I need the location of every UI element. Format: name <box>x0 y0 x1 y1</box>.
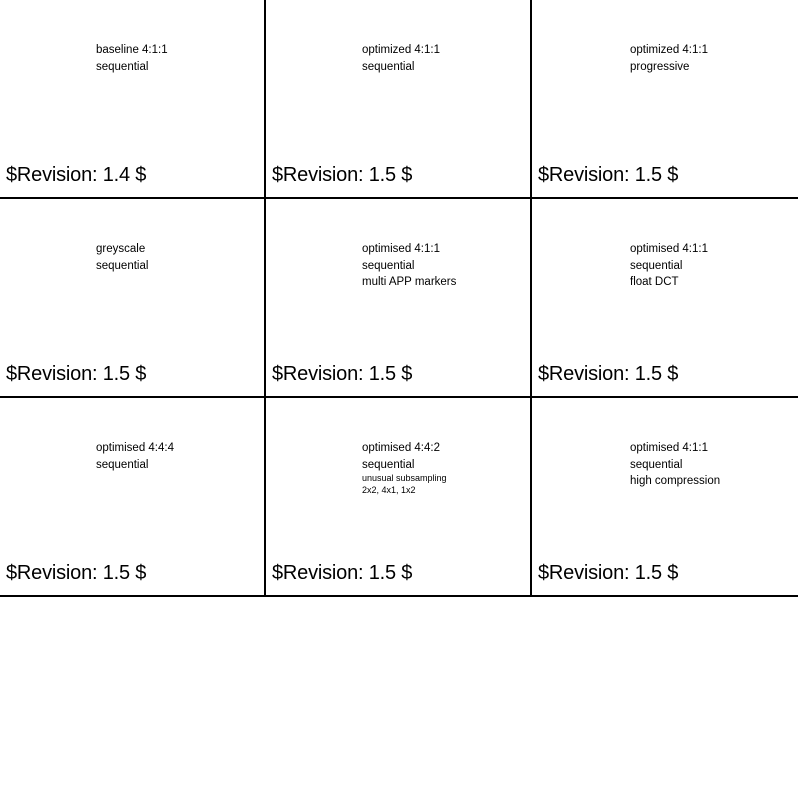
cell-label-line: optimised 4:1:1 <box>630 243 708 255</box>
revision-text: $Revision: 1.5 $ <box>272 164 413 186</box>
cell-label-line-small: unusual subsampling <box>362 473 447 484</box>
grid-cell <box>532 398 798 597</box>
cell-label-line: sequential <box>362 259 415 272</box>
cell-label-group <box>96 241 256 274</box>
cell-label-line: optimised 4:1:1 <box>630 442 708 454</box>
cell-label-group <box>630 440 790 490</box>
grid-cell <box>0 398 266 597</box>
revision-text: $Revision: 1.5 $ <box>6 363 147 385</box>
cell-label-line: high compression <box>630 475 721 488</box>
cell-label-line: optimized 4:1:1 <box>630 44 708 56</box>
cell-label-line: optimized 4:1:1 <box>362 44 440 56</box>
cell-label-line: float DCT <box>630 276 679 289</box>
cell-label-group <box>96 440 256 473</box>
cell-label-line: optimised 4:4:4 <box>96 442 174 454</box>
cell-label-line: sequential <box>630 259 683 272</box>
revision-text: $Revision: 1.5 $ <box>6 562 147 584</box>
cell-label-line: sequential <box>362 60 415 73</box>
grid-cell <box>266 0 532 199</box>
cell-label-group <box>362 42 522 75</box>
cell-label-group <box>362 440 522 497</box>
cell-label-line: greyscale <box>96 243 146 255</box>
revision-text: $Revision: 1.4 $ <box>6 164 147 186</box>
grid-cell <box>0 199 266 398</box>
cell-label-group <box>96 42 256 75</box>
grid-cell <box>266 398 532 597</box>
cell-label-group <box>362 241 522 291</box>
revision-text: $Revision: 1.5 $ <box>272 363 413 385</box>
grid-cell <box>532 199 798 398</box>
cell-label-group <box>630 42 790 75</box>
grid-cell <box>0 0 266 199</box>
cell-label-line: progressive <box>630 60 690 73</box>
revision-text: $Revision: 1.5 $ <box>272 562 413 584</box>
cell-label-line: multi APP markers <box>362 276 457 289</box>
cell-label-line-small: 2x2, 4x1, 1x2 <box>362 485 416 496</box>
cell-label-line: sequential <box>96 458 149 471</box>
cell-label-line: optimised 4:4:2 <box>362 442 440 454</box>
revision-text: $Revision: 1.5 $ <box>538 164 679 186</box>
revision-text: $Revision: 1.5 $ <box>538 562 679 584</box>
cell-label-line: sequential <box>96 259 149 272</box>
cell-label-line: optimised 4:1:1 <box>362 243 440 255</box>
grid-cell <box>532 0 798 199</box>
cell-label-line: baseline 4:1:1 <box>96 44 168 56</box>
revision-text: $Revision: 1.5 $ <box>538 363 679 385</box>
cell-label-line: sequential <box>96 60 149 73</box>
cell-label-line: sequential <box>362 458 415 471</box>
cell-label-line: sequential <box>630 458 683 471</box>
cell-label-group <box>630 241 790 291</box>
grid-cell <box>266 199 532 398</box>
